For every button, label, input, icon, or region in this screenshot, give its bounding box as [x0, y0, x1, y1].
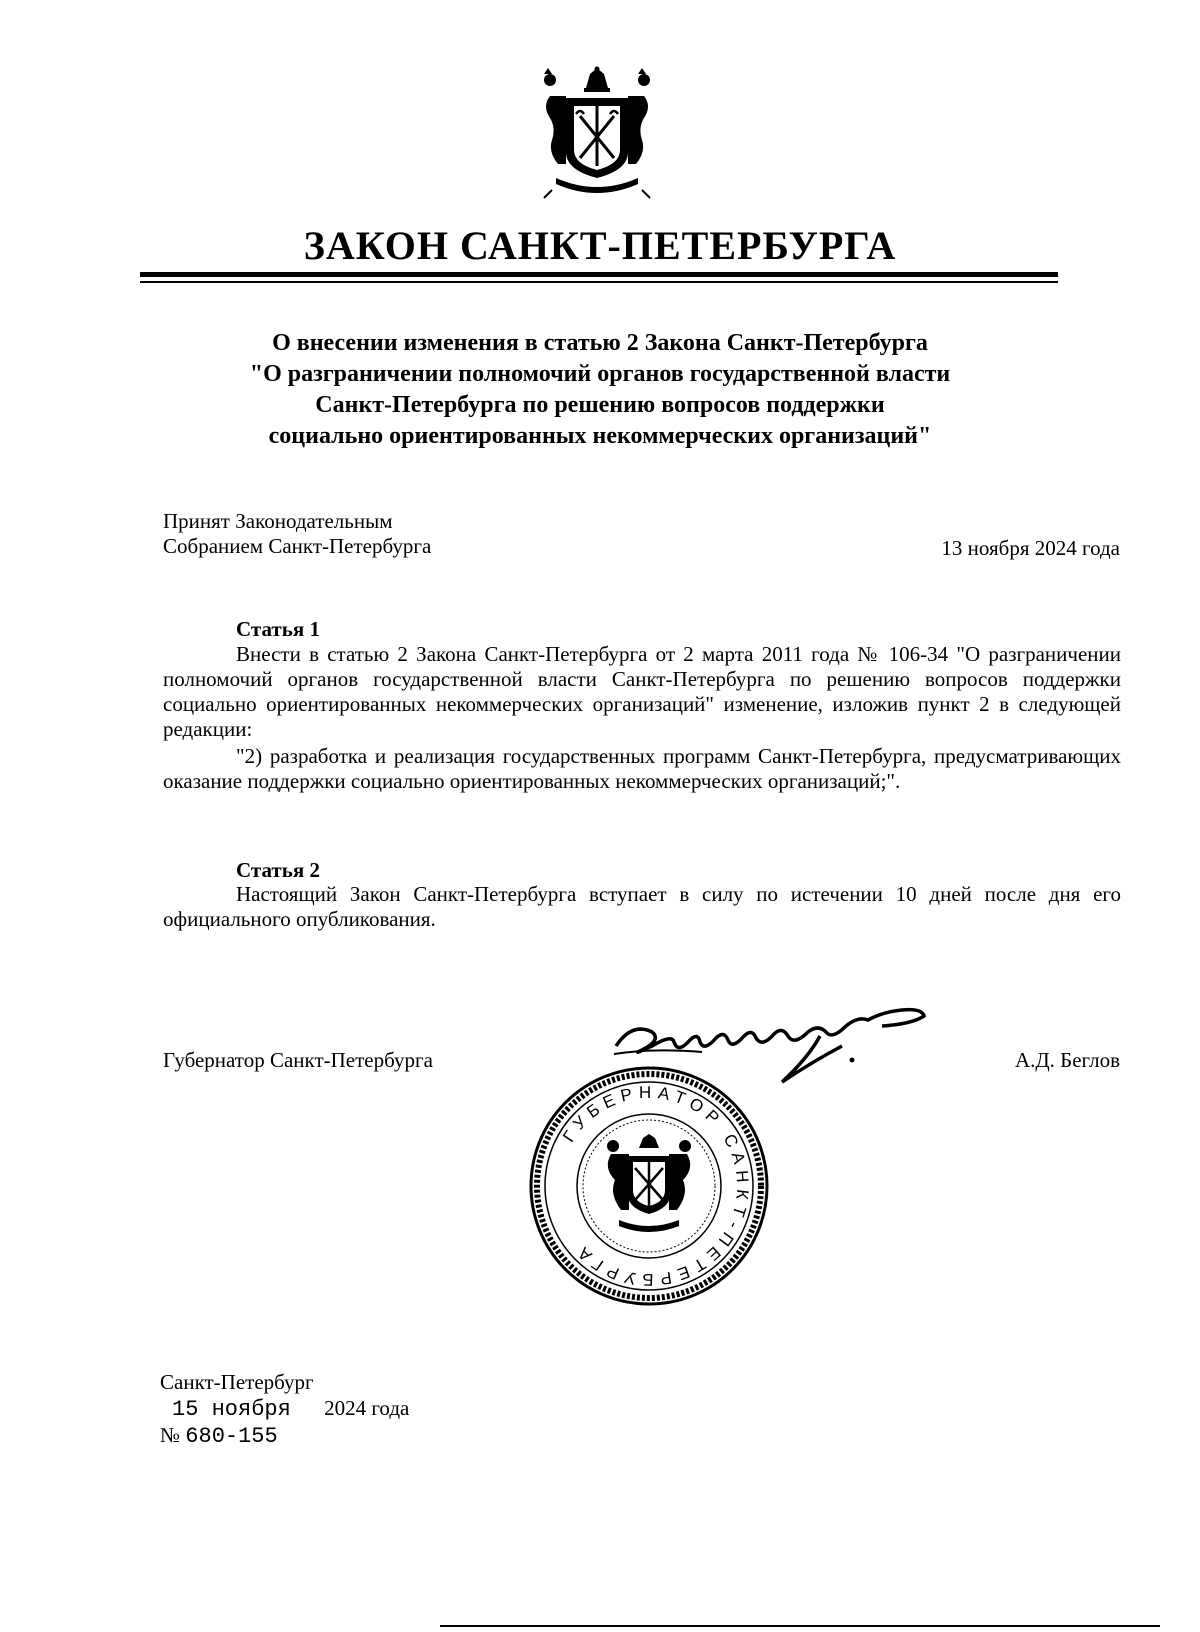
adoption-line-1: Принят Законодательным [163, 509, 393, 533]
seal-text: ГУБЕРНАТОР САНКТ-ПЕТЕРБУРГА [559, 1082, 753, 1290]
place-of-signing: Санкт-Петербург [160, 1370, 314, 1394]
law-number [160, 1423, 278, 1449]
title-rule-thin [140, 281, 1058, 283]
article-2-text: Настоящий Закон Санкт-Петербурга вступает в силу по истечении 10 дней после дня его официального опубликования. [163, 882, 1121, 931]
number-sign: № [160, 1423, 181, 1447]
article-1-text: Внести в статью 2 Закона Санкт-Петербурга от 2 марта 2011 года № 106-34 "О разграничении полномочий органов государственной власти Санкт-Петербурга по решению вопросов поддержки социально ориентированных некоммерческих организаций" изменение, изложив пункт 2 в следующей редакции: [163, 642, 1121, 741]
page-bottom-edge [440, 1625, 1160, 1627]
adoption-block [163, 509, 503, 559]
signing-date [160, 1396, 580, 1422]
law-number-value: 680-155 [185, 1424, 278, 1449]
signing-year: 2024 года [324, 1396, 410, 1420]
subtitle-line: О внесении изменения в статью 2 Закона Санкт-Петербурга [272, 330, 928, 356]
adoption-line-2: Собранием Санкт-Петербурга [163, 534, 432, 558]
subtitle-line: социально ориентированных некоммерческих организаций" [268, 423, 932, 449]
article-2-heading: Статья 2 [236, 858, 320, 882]
subtitle-line: "О разграничении полномочий органов государственной власти [249, 361, 951, 387]
title-rule-thick [140, 272, 1058, 277]
governor-seal-icon [527, 1064, 771, 1308]
coat-of-arms-icon [536, 66, 658, 202]
article-1-quote: "2) разработка и реализация государственных программ Санкт-Петербурга, предусматривающих оказание поддержки социально ориентированных некоммерческих организаций;". [163, 744, 1121, 793]
adoption-date: 13 ноября 2024 года [941, 536, 1120, 560]
subtitle-line: Санкт-Петербурга по решению вопросов поддержки [315, 392, 885, 418]
document-title: ЗАКОН САНКТ-ПЕТЕРБУРГА [303, 223, 897, 268]
governor-name: А.Д. Беглов [1014, 1048, 1120, 1072]
law-subtitle [150, 328, 1050, 452]
governor-title: Губернатор Санкт-Петербурга [163, 1048, 433, 1072]
signing-date-stamp: 15 ноября [172, 1397, 291, 1422]
article-1-heading: Статья 1 [236, 617, 320, 641]
